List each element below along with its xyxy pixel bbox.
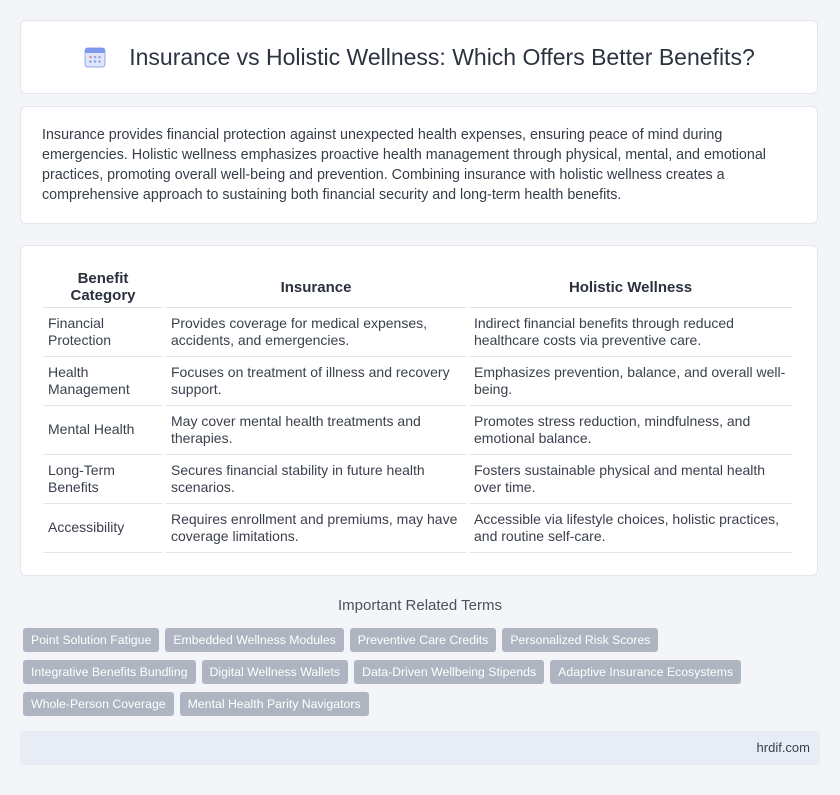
related-term-tag[interactable]: Personalized Risk Scores — [502, 628, 658, 652]
row-insurance: May cover mental health treatments and therapies. — [166, 406, 466, 455]
related-term-tag[interactable]: Embedded Wellness Modules — [165, 628, 343, 652]
row-insurance: Requires enrollment and premiums, may have coverage limitations. — [166, 504, 466, 553]
related-term-tag[interactable]: Data-Driven Wellbeing Stipends — [354, 660, 544, 684]
page-title-text: Insurance vs Holistic Wellness: Which Offers Better Benefits? — [129, 43, 755, 70]
header-benefit-category: Benefit Category — [43, 266, 163, 308]
related-term-tag[interactable]: Mental Health Parity Navigators — [180, 692, 369, 716]
row-wellness: Emphasizes prevention, balance, and overall well-being. — [469, 357, 792, 406]
comparison-table — [40, 266, 795, 553]
table-row — [43, 308, 792, 357]
intro-paragraph: Insurance provides financial protection against unexpected health expenses, ensuring peace of mind during emergencies. Holistic wellness emphasizes proactive health management through physical, mental, and emotional practices, promoting overall well-being and prevention. Combining insurance with holistic wellness creates a comprehensive approach to sustaining both financial security and long-term health benefits. — [42, 127, 766, 203]
table-header-row — [43, 266, 792, 308]
comparison-table-card — [20, 245, 818, 576]
row-category: Accessibility — [43, 504, 163, 553]
related-term-tag[interactable]: Integrative Benefits Bundling — [23, 660, 196, 684]
row-insurance: Secures financial stability in future health scenarios. — [166, 455, 466, 504]
footer — [20, 731, 820, 765]
row-wellness: Indirect financial benefits through reduced healthcare costs via preventive care. — [469, 308, 792, 357]
related-term-tag[interactable]: Digital Wellness Wallets — [202, 660, 349, 684]
table-row — [43, 406, 792, 455]
row-wellness: Accessible via lifestyle choices, holistic practices, and routine self-care. — [469, 504, 792, 553]
row-insurance: Provides coverage for medical expenses, accidents, and emergencies. — [166, 308, 466, 357]
intro-card — [20, 106, 818, 224]
footer-site-link[interactable]: hrdif.com — [756, 740, 810, 755]
row-category: Long-Term Benefits — [43, 455, 163, 504]
row-category: Health Management — [43, 357, 163, 406]
row-category: Mental Health — [43, 406, 163, 455]
row-insurance: Focuses on treatment of illness and recovery support. — [166, 357, 466, 406]
table-row — [43, 504, 792, 553]
title-card — [20, 20, 818, 94]
header-insurance: Insurance — [166, 266, 466, 308]
row-category: Financial Protection — [43, 308, 163, 357]
row-wellness: Fosters sustainable physical and mental health over time. — [469, 455, 792, 504]
calendar-icon — [83, 45, 107, 69]
table-row — [43, 455, 792, 504]
related-terms-title: Important Related Terms — [338, 597, 502, 614]
related-terms-list — [23, 628, 823, 716]
row-wellness: Promotes stress reduction, mindfulness, and emotional balance. — [469, 406, 792, 455]
related-term-tag[interactable]: Point Solution Fatigue — [23, 628, 159, 652]
page-title — [83, 44, 755, 71]
related-term-tag[interactable]: Preventive Care Credits — [350, 628, 497, 652]
table-row — [43, 357, 792, 406]
related-term-tag[interactable]: Adaptive Insurance Ecosystems — [550, 660, 741, 684]
header-holistic-wellness: Holistic Wellness — [469, 266, 792, 308]
related-term-tag[interactable]: Whole-Person Coverage — [23, 692, 174, 716]
